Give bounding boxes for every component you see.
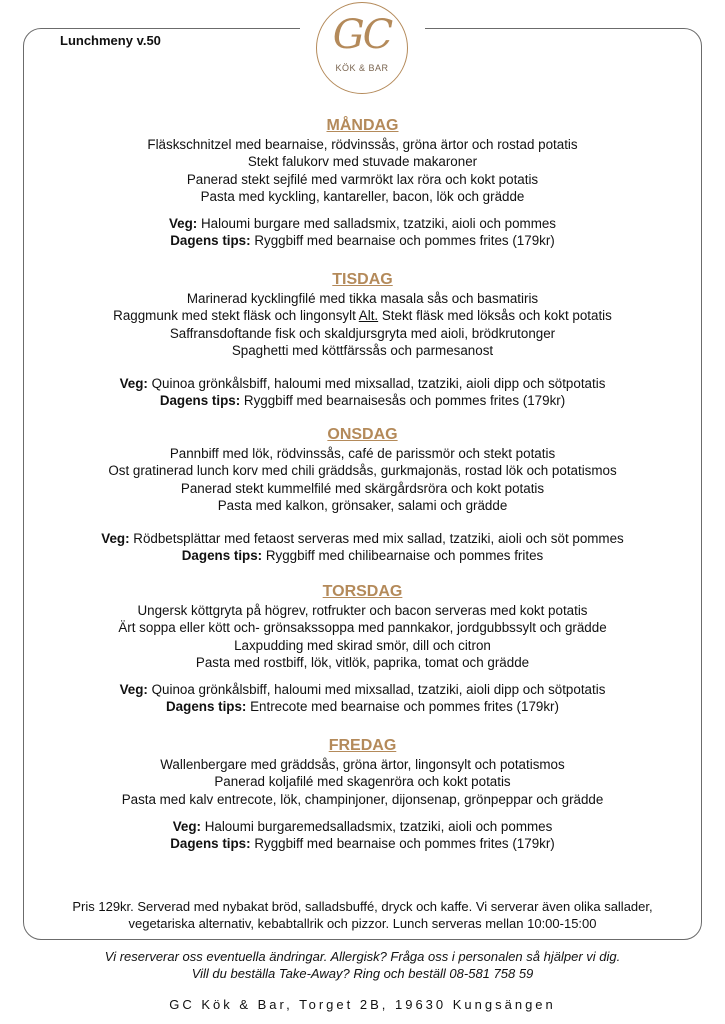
tips-line (30, 392, 695, 409)
tips-line (30, 835, 695, 852)
footer-line: Vi reserverar oss eventuella ändringar. Allergisk? Fråga oss i personalen så hjälper vi dig. (104, 949, 621, 964)
day-heading: ONSDAG (327, 426, 398, 443)
footer-line: Vill du beställa Take-Away? Ring och beställ 08-581 758 59 (191, 966, 534, 981)
tips-label: Dagens tips: (170, 836, 251, 852)
logo-monogram: GC (332, 12, 392, 58)
dish: Ost gratinerad lunch korv med chili gräddsås, gurkmajonäs, rostad lök och potatismos (108, 463, 617, 479)
dish: Panerad stekt sejfilé med varmrökt lax röra och kokt potatis (186, 171, 539, 187)
dish: Stekt falukorv med stuvade makaroner (247, 154, 478, 170)
tips-dish: Ryggbiff med bearnaise och pommes frites (179kr) (254, 233, 555, 249)
veg-line (30, 215, 695, 232)
veg-line (30, 375, 695, 392)
day-heading: TORSDAG (322, 583, 403, 600)
dish: Marinerad kycklingfilé med tikka masala sås och basmatiris (186, 291, 539, 306)
dish: Ärt soppa eller kött och- grönsakssoppa med pannkakor, jordgubbssylt och grädde (118, 620, 607, 636)
dish-text: Stekt fläsk med löksås och kokt potatis (378, 308, 612, 324)
tips-line (30, 547, 695, 564)
tips-dish: Ryggbiff med chilibearnaise och pommes frites (265, 548, 544, 564)
dish-raggmunk (30, 307, 695, 324)
price-note (30, 898, 695, 932)
veg-line (30, 530, 695, 547)
veg-label: Veg: (119, 376, 148, 392)
tips-line (30, 698, 695, 715)
gc-logo (316, 2, 408, 94)
day-friday (30, 736, 695, 852)
veg-line (30, 818, 695, 835)
dish: Pasta med kyckling, kantareller, bacon, lök och grädde (200, 188, 525, 204)
veg-label: Veg: (101, 531, 130, 547)
day-heading: FREDAG (328, 737, 397, 754)
dish: Panerad stekt kummelfilé med skärgårdsröra och kokt potatis (180, 480, 545, 496)
tips-dish: Entrecote med bearnaise och pommes frites (179kr) (250, 699, 559, 715)
restaurant-address: GC Kök & Bar, Torget 2B, 19630 Kungsängen (169, 997, 556, 1012)
menu-version-label: Lunchmeny v.50 (60, 33, 161, 48)
dish: Spaghetti med köttfärssås och parmesanost (231, 342, 494, 358)
dish: Ungersk köttgryta på högrev, rotfrukter och bacon serveras med kokt potatis (137, 603, 588, 618)
veg-label: Veg: (168, 216, 198, 232)
day-heading: TISDAG (332, 271, 393, 288)
price-note-line: Pris 129kr. Serverad med nybakat bröd, salladsbuffé, dryck och kaffe. Vi serverar även olika sallader, (72, 899, 653, 914)
dish: Laxpudding med skirad smör, dill och citron (234, 637, 491, 653)
dish: Fläskschnitzel med bearnaise, rödvinssås, gröna ärtor och rostad potatis (147, 137, 578, 152)
tips-line (30, 232, 695, 249)
day-heading: MÅNDAG (326, 117, 399, 134)
day-tuesday (30, 270, 695, 410)
dish: Pasta med kalkon, grönsaker, salami och grädde (217, 497, 508, 513)
logo-subtitle: KÖK & BAR (335, 63, 389, 73)
veg-label: Veg: (172, 818, 201, 834)
dish: Pasta med rostbiff, lök, vitlök, paprika, tomat och grädde (195, 654, 530, 670)
dish: Pasta med kalv entrecote, lök, champinjoner, dijonsenap, grönpeppar och grädde (121, 791, 604, 807)
day-thursday (30, 582, 695, 716)
veg-dish: Haloumi burgaremedsalladsmix, tzatziki, aioli och pommes (204, 818, 553, 834)
veg-dish: Quinoa grönkålsbiff, haloumi med mixsallad, tzatziki, aioli dipp och sötpotatis (151, 376, 606, 392)
tips-label: Dagens tips: (170, 233, 251, 249)
tips-label: Dagens tips: (166, 699, 247, 715)
price-note-line: vegetariska alternativ, kebabtallrik och pizzor. Lunch serveras mellan 10:00-15:00 (128, 916, 597, 931)
day-monday (30, 116, 695, 250)
dish-text: Raggmunk med stekt fläsk och lingonsylt (113, 308, 359, 324)
dish: Pannbiff med lök, rödvinssås, café de parissmör och stekt potatis (169, 446, 556, 461)
tips-label: Dagens tips: (181, 548, 263, 564)
footer-note (0, 948, 725, 982)
dish: Panerad koljafilé med skagenröra och kokt potatis (214, 774, 511, 790)
dish: Wallenbergare med gräddsås, gröna ärtor, lingonsylt och potatismos (160, 757, 565, 772)
tips-label: Dagens tips: (159, 393, 241, 409)
veg-dish: Haloumi burgare med salladsmix, tzatziki, aioli och pommes (201, 216, 556, 232)
veg-dish: Quinoa grönkålsbiff, haloumi med mixsallad, tzatziki, aioli dipp och sötpotatis (151, 682, 606, 698)
tips-dish: Ryggbiff med bearnaise och pommes frites (179kr) (254, 836, 555, 852)
tips-dish: Ryggbiff med bearnaisesås och pommes frites (179kr) (243, 393, 566, 409)
veg-dish: Rödbetsplättar med fetaost serveras med mix sallad, tzatziki, aioli och söt pommes (133, 531, 624, 547)
veg-label: Veg: (119, 682, 148, 698)
dish: Saffransdoftande fisk och skaldjursgryta med aioli, brödkrutonger (169, 325, 556, 341)
alt-label: Alt. (358, 308, 379, 324)
veg-line (30, 681, 695, 698)
day-wednesday (30, 425, 695, 565)
